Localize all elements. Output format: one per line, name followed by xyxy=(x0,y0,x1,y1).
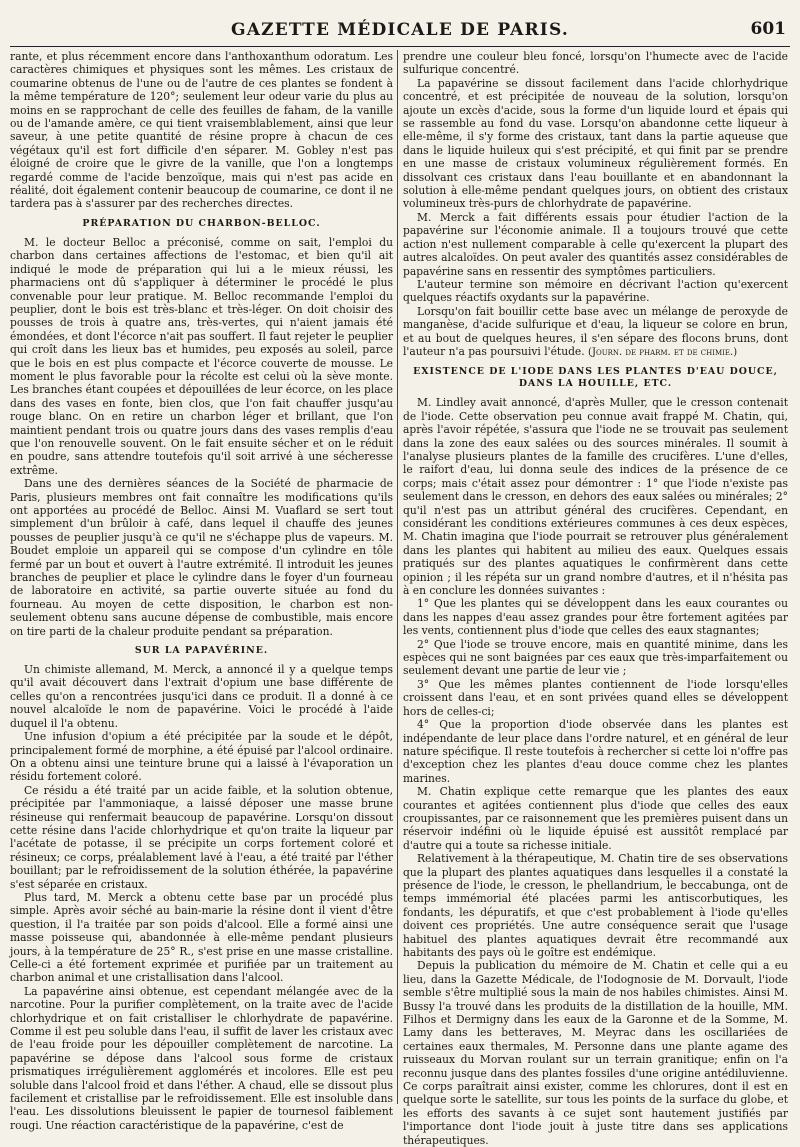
left-column xyxy=(10,50,393,1132)
article-paragraph: M. Chatin explique cette remarque que les plantes des eaux courantes et agitées contiennent plus d'iode que celles des eaux croupissantes, par ce raisonnement que les premières puisent dans un réservoir indéfini où le liquide épuisé est aussitôt remplacé par d'autre qui a toute sa richesse initiale. xyxy=(403,785,788,852)
article-paragraph: Une infusion d'opium a été précipitée par la soude et le dépôt, principalement formé de morphine, a été épuisé par l'alcool ordinaire. On a obtenu ainsi une teinture brune qui a laissé à l'évaporation un résidu fortement coloré. xyxy=(10,730,393,784)
article-paragraph: La papavérine ainsi obtenue, est cependant mélangée avec de la narcotine. Pour la purifier complètement, on la traite avec de l'acide chlorhydrique et on fait cristalliser le chlorhydrate de papavérine. Comme il est peu soluble dans l'eau, il suffit de laver les cristaux avec de l'eau froide pour les dépouiller complètement de narcotine. La papavérine se dépose dans l'alcool sous forme de cristaux prismatiques irrégulièrement agglomérés et incolores. Elle est peu soluble dans l'alcool froid et dans l'éther. A chaud, elle se dissout plus facilement et cristallise par le refroidissement. Elle est insoluble dans l'eau. Les dissolutions bleuissent le papier de tournesol faiblement rougi. Une réaction caractéristique de la papavérine, c'est de xyxy=(10,984,393,1132)
article-paragraph: prendre une couleur bleu foncé, lorsqu'on l'humecte avec de l'acide sulfurique concentré. xyxy=(403,50,788,77)
article-paragraph: Ce résidu a été traité par un acide faible, et la solution obtenue, précipitée par l'ammoniaque, a laissé déposer une masse brune résineuse qui renfermait beaucoup de papavérine. Lorsqu'on dissout cette résine dans l'acide chlorhydrique et qu'on traite la liqueur par l'acétate de potasse, il se précipite un corps fortement coloré et résineux; ce corps, préalablement lavé à l'eau, a été traité par l'éther bouillant; par le refroidissement de la solution éthérée, la papavérine s'est séparée en cristaux. xyxy=(10,783,393,891)
article-paragraph: 1° Que les plantes qui se développent dans les eaux courantes ou dans les nappes d'eau assez grandes pour être fortement agitées par les vents, contiennent plus d'iode que celles des eaux stagnantes; xyxy=(403,597,788,638)
article-paragraph: Un chimiste allemand, M. Merck, a annoncé il y a quelque temps qu'il avait découvert dans l'extrait d'opium une base différente de celles qu'on a rencontrées jusqu'ici dans ce produit. Il a donné à ce nouvel alcaloïde le nom de papavérine. Voici le procédé à l'aide duquel il l'a obtenu. xyxy=(10,663,393,730)
article-paragraph: Dans une des dernières séances de la Société de pharmacie de Paris, plusieurs membres ont fait connaître les modifications qu'ils ont apportées au procédé de Belloc. Ainsi M. Vuaflard se sert tout simplement d'un brûloir à café, dans lequel il chauffe des jeunes pousses de peuplier jusqu'à ce qu'il ne s'échappe plus de vapeurs. M. Boudet emploie un appareil qui se compose d'un cylindre en tôle fermé par un bout et ouvert à l'autre extrémité. Il introduit les jeunes branches de peuplier et place le cylindre dans le foyer d'un fourneau de laboratoire en activité, sa partie ouverte située au fond du fourneau. Au moyen de cette disposition, le charbon est non-seulement obtenu sans aucune dépense de combustible, mais encore on tire parti de la chaleur produite pendant sa préparation. xyxy=(10,477,393,638)
article-paragraph: 3° Que les mêmes plantes contiennent de l'iode lorsqu'elles croissent dans l'eau, et en sont privées quand elles se développent hors de celles-ci; xyxy=(403,677,788,718)
article-paragraph: Depuis la publication du mémoire de M. Chatin et celle qui a eu lieu, dans la Gazette Médicale, de l'Iodognosie de M. Dorvault, l'iode semble s'être multiplié sous la main de nos habiles chimistes. Ainsi M. Bussy l'a trouvé dans les produits de la distillation de la houille, MM. Filhos et Dermigny dans les eaux de la Garonne et de la Somme, M. Lamy dans les betteraves, M. Meyrac dans les oscillariées de certaines eaux thermales, M. Personne dans une plante agame des ruisseaux du Morvan roulant sur un terrain granitique; enfin on l'a reconnu jusque dans des plantes fossiles d'une origine antédiluvienne. Ce corps paraîtrait ainsi exister, comme les chlorures, dont il est en quelque sorte le satellite, sur tous les points de la surface du globe, et les efforts des savants à ce sujet sont hautement justifiés par l'importance dont l'iode jouit à juste titre dans ses applications thérapeutiques. xyxy=(403,959,788,1147)
article-paragraph xyxy=(403,305,788,360)
article-paragraph: 4° Que la proportion d'iode observée dans les plantes est indépendante de leur place dans l'ordre naturel, et en général de leur nature spécifique. Il reste toutefois à rechercher si cette loi n'offre pas d'exception chez les plantes d'eau douce comme chez les plantes marines. xyxy=(403,718,788,785)
page-header xyxy=(10,18,790,44)
article-paragraph: M. Merck a fait différents essais pour étudier l'action de la papavérine sur l'économie animale. Il a toujours trouvé que cette action n'est nullement comparable à celle qu'exercent la plupart des autres alcaloïdes. On peut avaler des quantités assez considérables de papavérine sans en ressentir des symptômes particuliers. xyxy=(403,210,788,278)
right-column xyxy=(403,50,788,1147)
header-rule xyxy=(10,46,790,47)
column-divider xyxy=(397,50,398,1104)
page-number: 601 xyxy=(750,19,786,39)
article-paragraph: M. le docteur Belloc a préconisé, comme on sait, l'emploi du charbon dans certaines affections de l'estomac, et bien qu'il ait indiqué le mode de préparation qui lui a le mieux réussi, les pharmaciens ont dû s'appliquer à déterminer le procédé le plus convenable pour leur pratique. M. Belloc recommande l'emploi du peuplier, dont le bois est très-blanc et très-léger. On doit choisir des pousses de trois à quatre ans, très-vertes, qui n'aient jamais été émondées, et dont l'écorce n'ait pas souffert. Il faut rejeter le peuplier qui croît dans les lieux bas et humides, peu exposés au soleil, parce que le bois en est plus compacte et l'écorce couverte de mousse. Le moment le plus favorable pour la récolte est celui où la sève monte. Les branches étant coupées et dépouillées de leur écorce, on les place dans des vases en fonte, bien clos, que l'on fait chauffer jusqu'au rouge blanc. On en retire un charbon léger et brillant, que l'on maintient pendant trois ou quatre jours dans des vases remplis d'eau que l'on renouvelle souvent. On le fait ensuite sécher et on le réduit en poudre, sans attendre toutefois qu'il soit arrivé à une sécheresse extrême. xyxy=(10,235,393,477)
article-paragraph: 2° Que l'iode se trouve encore, mais en quantité minime, dans les espèces qui ne sont baignées par ces eaux que très-imparfaitement ou seulement devant une partie de leur vie ; xyxy=(403,637,788,678)
article-paragraph: Plus tard, M. Merck a obtenu cette base par un procédé plus simple. Après avoir séché au bain-marie la résine dont il vient d'être question, il l'a traitée par son poids d'alcool. Elle a formé ainsi une masse poisseuse qui, abandonnée à elle-même pendant plusieurs jours, à la température de 25° R., s'est prise en une masse cristalline. Celle-ci a été fortement exprimée et purifiée par un traitement au charbon animal et une cristallisation dans l'alcool. xyxy=(10,890,393,985)
article-paragraph: Relativement à la thérapeutique, M. Chatin tire de ses observations que la plupart des plantes aquatiques dans lesquelles il a constaté la présence de l'iode, le cresson, le phellandrium, le beccabunga, ont de temps immémorial été placées parmi les antiscorbutiques, les fondants, les dépuratifs, et que c'est probablement à l'iode qu'elles doivent ces propriétés. Une autre conséquence serait que l'usage habituel des plantes aquatiques devrait être recommandé aux habitants des pays où le goître est endémique. xyxy=(403,852,788,959)
section-heading: EXISTENCE DE L'IODE DANS LES PLANTES D'EAU DOUCE, DANS LA HOUILLE, ETC. xyxy=(413,366,778,390)
publication-title: GAZETTE MÉDICALE DE PARIS. xyxy=(231,20,569,40)
section-heading: PRÉPARATION DU CHARBON-BELLOC. xyxy=(82,217,321,229)
article-paragraph: M. Lindley avait annoncé, d'après Muller, que le cresson contenait de l'iode. Cette observation peu connue avait frappé M. Chatin, qui, après l'avoir répétée, s'assura que l'iode ne se trouvait pas seulement dans la zone des eaux salées ou des sources minérales. Il soumit à l'analyse plusieurs plantes de la famille des crucifères. L'une d'elles, le raifort d'eau, lui donna seule des indices de la présence de ce corps; mais c'était assez pour démontrer : 1° que l'iode n'existe pas seulement dans le cresson, en dehors des eaux salées ou minérales; 2° qu'il n'est pas un attribut général des crucifères. Cependant, en considérant les conditions extérieures communes à ces deux espèces, M. Chatin imagina que l'iode pourrait se retrouver plus généralement dans les plantes qui habitent au milieu des eaux. Quelques essais pratiqués sur des plantes aquatiques le confirmèrent dans cette opinion ; il les répéta sur un grand nombre d'autres, et il n'hésita pas à en conclure les données suivantes : xyxy=(403,396,788,598)
article-paragraph: La papavérine se dissout facilement dans l'acide chlorhydrique concentré, et est précipitée de nouveau de la solution, lorsqu'on ajoute un excès d'acide, sous la forme d'un liquide lourd et épais qui se rassemble au fond du vase. Lorsqu'on abandonne cette liqueur à elle-même, il s'y forme des cristaux, tant dans la partie aqueuse que dans le liquide huileux qui s'est précipité, et qui finit par se prendre en une masse de cristaux volumineux régulièrement formés. En dissolvant ces cristaux dans l'eau bouillante et en abandonnant la solution à elle-même pendant quelques jours, on obtient des cristaux volumineux très-purs de chlorhydrate de papavérine. xyxy=(403,76,788,211)
section-heading: SUR LA PAPAVÉRINE. xyxy=(134,645,269,657)
source-citation: (Journ. de pharm. et de chimie.) xyxy=(588,346,738,358)
paragraph-text: Lorsqu'on fait bouillir cette base avec un mélange de peroxyde de manganèse, d'acide sulfurique et d'eau, la liqueur se colore en brun, et au bout de quelques heures, il s'en sépare des flocons bruns, dont l'auteur n'a pas poursuivi l'étude. xyxy=(403,304,788,358)
article-paragraph: rante, et plus récemment encore dans l'anthoxanthum odoratum. Les caractères chimiques et physiques sont les mêmes. Les cristaux de coumarine obtenus de l'une ou de l'autre de ces plantes se fondent à la même température de 120°; seulement leur odeur varie du plus au moins en se rapprochant de celle des feuilles de faham, de la vanille ou de l'amande amère, ce qui tient vraisemblablement, ainsi que leur saveur, à une petite quantité de résine propre à chacun de ces végétaux qu'il est fort difficile d'en séparer. M. Gobley n'est pas éloigné de croire que le givre de la vanille, que l'on a longtemps regardé comme de l'acide benzoïque, mais qui n'est pas acide en réalité, doit également contenir beaucoup de coumarine, ce dont il ne tardera pas à s'assurer par des recherches directes. xyxy=(10,50,393,211)
article-paragraph: L'auteur termine son mémoire en décrivant l'action qu'exercent quelques réactifs oxydants sur la papavérine. xyxy=(403,277,788,305)
